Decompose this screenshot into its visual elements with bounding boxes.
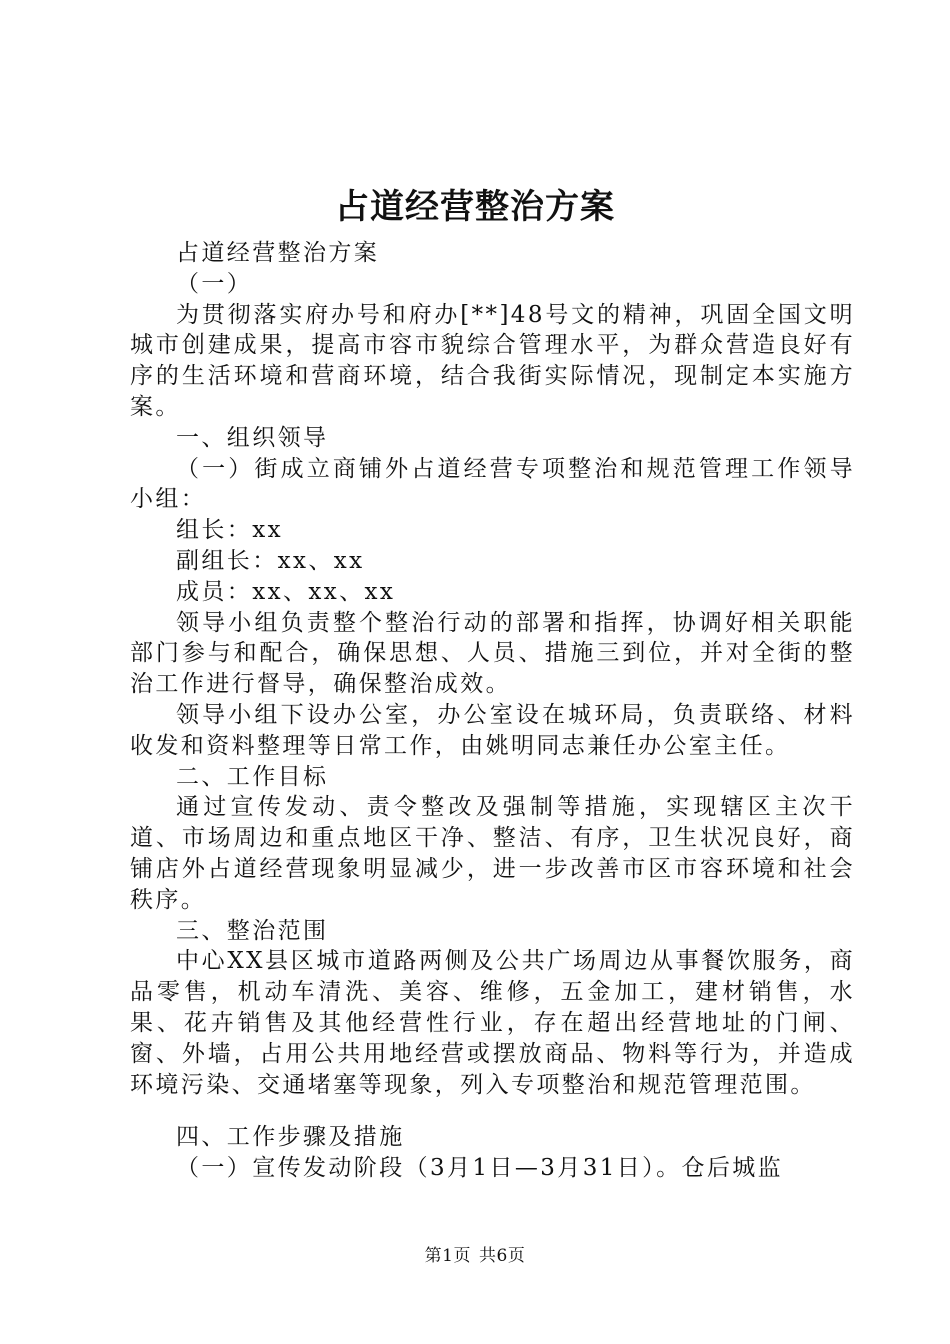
- paragraph-goals: 通过宣传发动、责令整改及强制等措施，实现辖区主次干道、市场周边和重点地区干净、整洁、有序，卫生状况良好，商铺店外占道经营现象明显减少，进一步改善市区市容环境和社会秩序。: [130, 794, 855, 913]
- heading-steps: 四、工作步骤及措施: [176, 1124, 405, 1151]
- paragraph-scope: 中心XX县区城市道路两侧及公共广场周边从事餐饮服务，商品零售，机动车清洗、美容、维修，五金加工，建材销售，水果、花卉销售及其他经营性行业，存在超出经营地址的门闸、窗、外墙，占用公共用地经营或摆放商品、物料等行为，并造成环境污染、交通堵塞等现象，列入专项整治和规范管理范围。: [130, 948, 855, 1098]
- paragraph-leading-group: （一）街成立商铺外占道经营专项整治和规范管理工作领导小组：: [130, 455, 855, 513]
- paragraph-step-one: （一）宣传发动阶段（3月1日—3月31日）。仓后城监: [176, 1155, 784, 1182]
- page-number: 第1页: [424, 1246, 471, 1266]
- paragraph-deputy-leader: 副组长：xx、xx: [176, 547, 365, 574]
- heading-goals: 二、工作目标: [176, 763, 329, 790]
- paragraph-leader: 组长：xx: [176, 517, 283, 544]
- heading-scope: 三、整治范围: [176, 917, 329, 944]
- page-footer: [0, 1244, 950, 1268]
- paragraph-section-number: （一）: [176, 270, 253, 297]
- paragraph-members: 成员：xx、xx、xx: [176, 578, 396, 605]
- page-total: 共6页: [479, 1246, 526, 1266]
- paragraph-group-duties: 领导小组负责整个整治行动的部署和指挥，协调好相关职能部门参与和配合，确保思想、人员、措施三到位，并对全街的整治工作进行督导，确保整治成效。: [130, 609, 855, 698]
- paragraph-intro: 为贯彻落实府办号和府办[**]48号文的精神，巩固全国文明城市创建成果，提高市容市貌综合管理水平，为群众营造良好有序的生活环境和营商环境，结合我街实际情况，现制定本实施方案。: [130, 301, 855, 420]
- paragraph-subtitle: 占道经营整治方案: [176, 240, 380, 266]
- document-title: 占道经营整治方案: [335, 187, 615, 227]
- document-body: [130, 238, 855, 1184]
- heading-organization: 一、组织领导: [176, 424, 329, 451]
- paragraph-office: 领导小组下设办公室，办公室设在城环局，负责联络、材料收发和资料整理等日常工作，由姚明同志兼任办公室主任。: [130, 701, 855, 759]
